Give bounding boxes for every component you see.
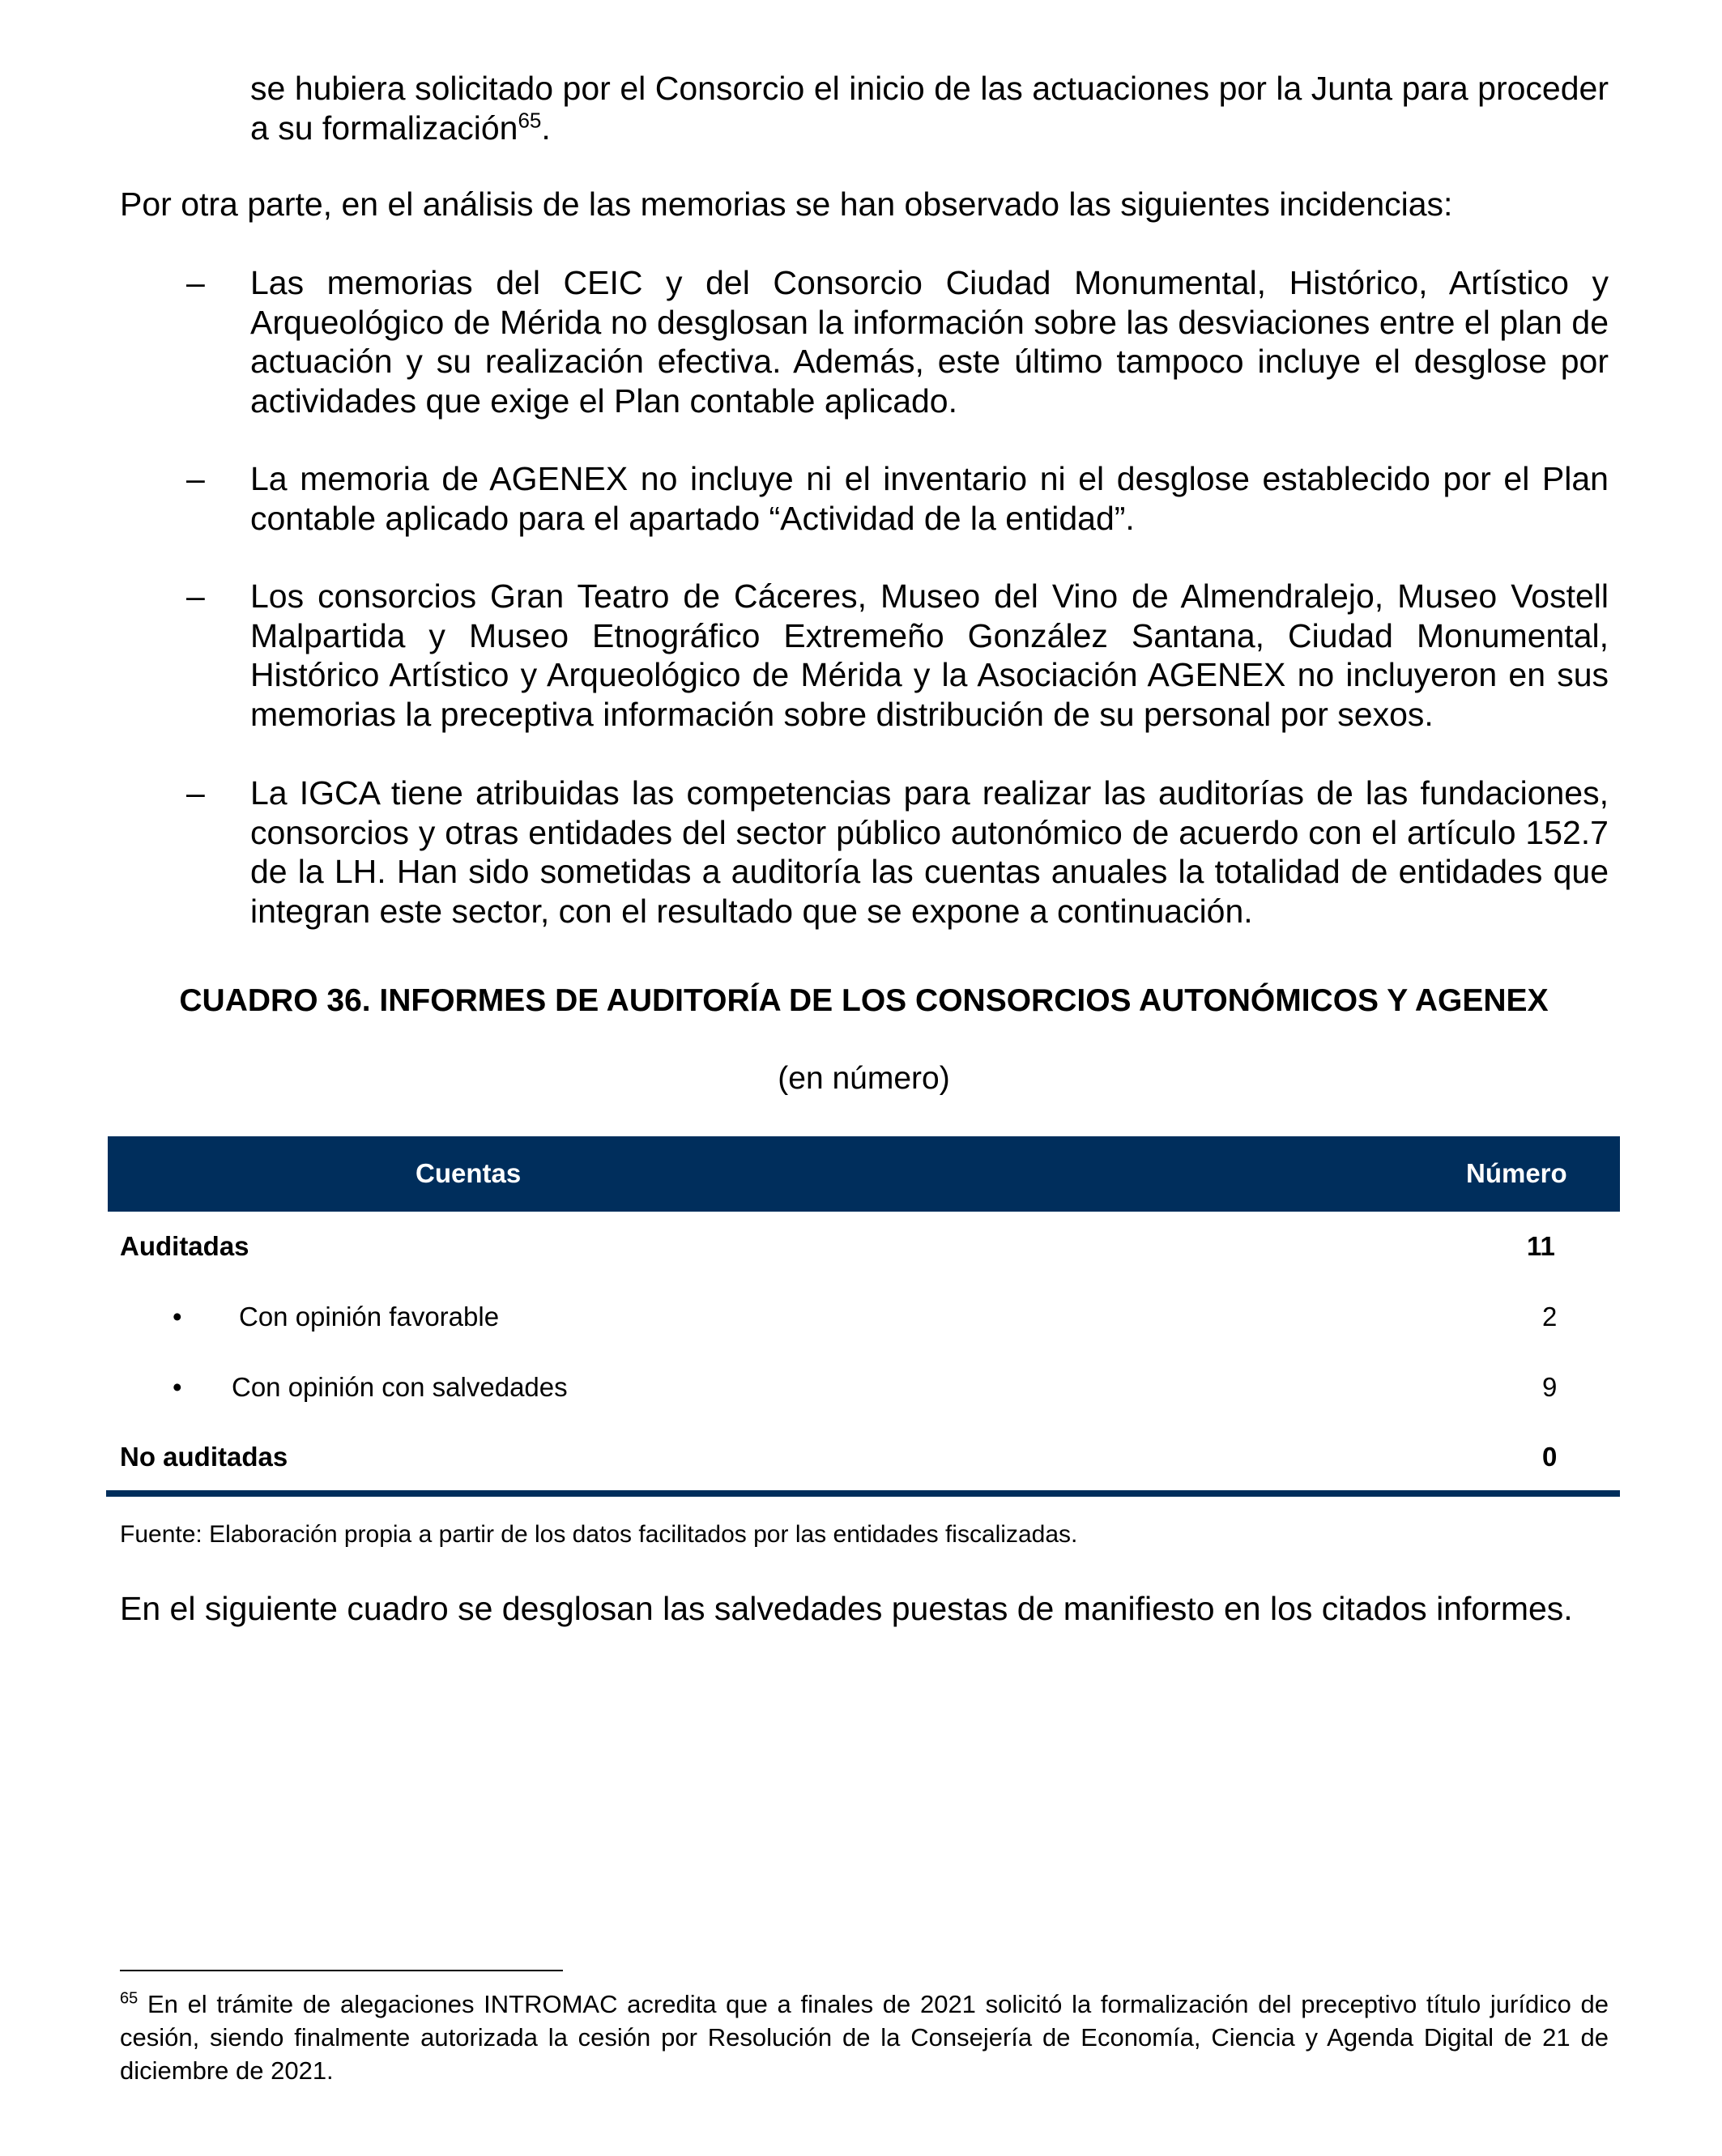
intro-text: se hubiera solicitado por el Consorcio el inicio de las actuaciones por la Junta para proceder a su formalización: [250, 70, 1609, 147]
footnote-number: 65: [120, 1989, 139, 2008]
header-cuentas: Cuentas: [416, 1158, 522, 1188]
row-label: Con opinión favorable: [239, 1302, 500, 1332]
row-label: Con opinión con salvedades: [232, 1372, 568, 1402]
intro-end: .: [541, 109, 551, 147]
row-label: Auditadas: [120, 1231, 249, 1261]
bullet-icon: •: [173, 1302, 182, 1332]
row-value: 9: [1542, 1372, 1558, 1402]
bullet-dash: –: [186, 774, 205, 812]
footnote-divider: [120, 1970, 563, 1971]
bullet-item: Las memorias del CEIC y del Consorcio Ciudad Monumental, Histórico, Artístico y Arqueológico de Mérida no desglosan la información sobre las desviaciones entre el plan de actuación y su realización efectiva. Además, este último tampoco incluye el desglose por actividades que exige el Plan contable aplicado.: [250, 264, 1609, 420]
bullet-dash: –: [186, 577, 205, 615]
table-row: [108, 1442, 1620, 1474]
footnote: [120, 1988, 1609, 2087]
row-value: 0: [1542, 1442, 1558, 1472]
table-title: CUADRO 36. INFORMES DE AUDITORÍA DE LOS CONSORCIOS AUTONÓMICOS Y AGENEX: [179, 983, 1549, 1018]
header-numero: Número: [1466, 1158, 1567, 1188]
table-row: [108, 1302, 1620, 1334]
paragraph-salvedades: En el siguiente cuadro se desglosan las salvedades puestas de manifiesto en los citados informes.: [120, 1590, 1573, 1627]
table-subtitle: (en número): [778, 1061, 950, 1096]
table-row: [108, 1372, 1620, 1404]
bullet-icon: •: [173, 1372, 182, 1402]
paragraph-incidencias: Por otra parte, en el análisis de las memorias se han observado las siguientes incidencias:: [120, 185, 1453, 223]
bullet-item: La IGCA tiene atribuidas las competencias para realizar las auditorías de las fundaciones, consorcios y otras entidades del sector público autonómico de acuerdo con el artículo 152.7 de la LH. Han sido sometidas a auditoría las cuentas anuales la totalidad de entidades que integran este sector, con el resultado que se expone a continuación.: [250, 774, 1609, 930]
row-value: 2: [1542, 1302, 1558, 1332]
footnote-text: En el trámite de alegaciones INTROMAC acredita que a finales de 2021 solicitó la formalización del preceptivo título jurídico de cesión, siendo finalmente autorizada la cesión por Resolución de la Consejería de Economía, Ciencia y Agenda Digital de 21 de diciembre de 2021.: [120, 1990, 1609, 2085]
intro-paragraph: [250, 69, 1609, 147]
row-value: 11: [1527, 1231, 1555, 1261]
bullet-item: La memoria de AGENEX no incluye ni el inventario ni el desglose establecido por el Plan contable aplicado para el apartado “Actividad de la entidad”.: [250, 460, 1609, 537]
bullet-dash: –: [186, 264, 205, 301]
table-source: Fuente: Elaboración propia a partir de los datos facilitados por las entidades fiscalizadas.: [120, 1521, 1078, 1548]
table-row: [108, 1231, 1620, 1263]
bullet-item: Los consorcios Gran Teatro de Cáceres, Museo del Vino de Almendralejo, Museo Vostell Malpartida y Museo Etnográfico Extremeño González Santana, Ciudad Monumental, Histórico Artístico y Arqueológico de Mérida y la Asociación AGENEX no incluyeron en sus memorias la preceptiva información sobre distribución de su personal por sexos.: [250, 577, 1609, 733]
bullet-dash: –: [186, 460, 205, 497]
row-label: No auditadas: [120, 1442, 288, 1472]
table-header: [108, 1136, 1620, 1212]
table-bottom-border: [106, 1490, 1620, 1497]
footnote-ref[interactable]: 65: [518, 107, 542, 132]
